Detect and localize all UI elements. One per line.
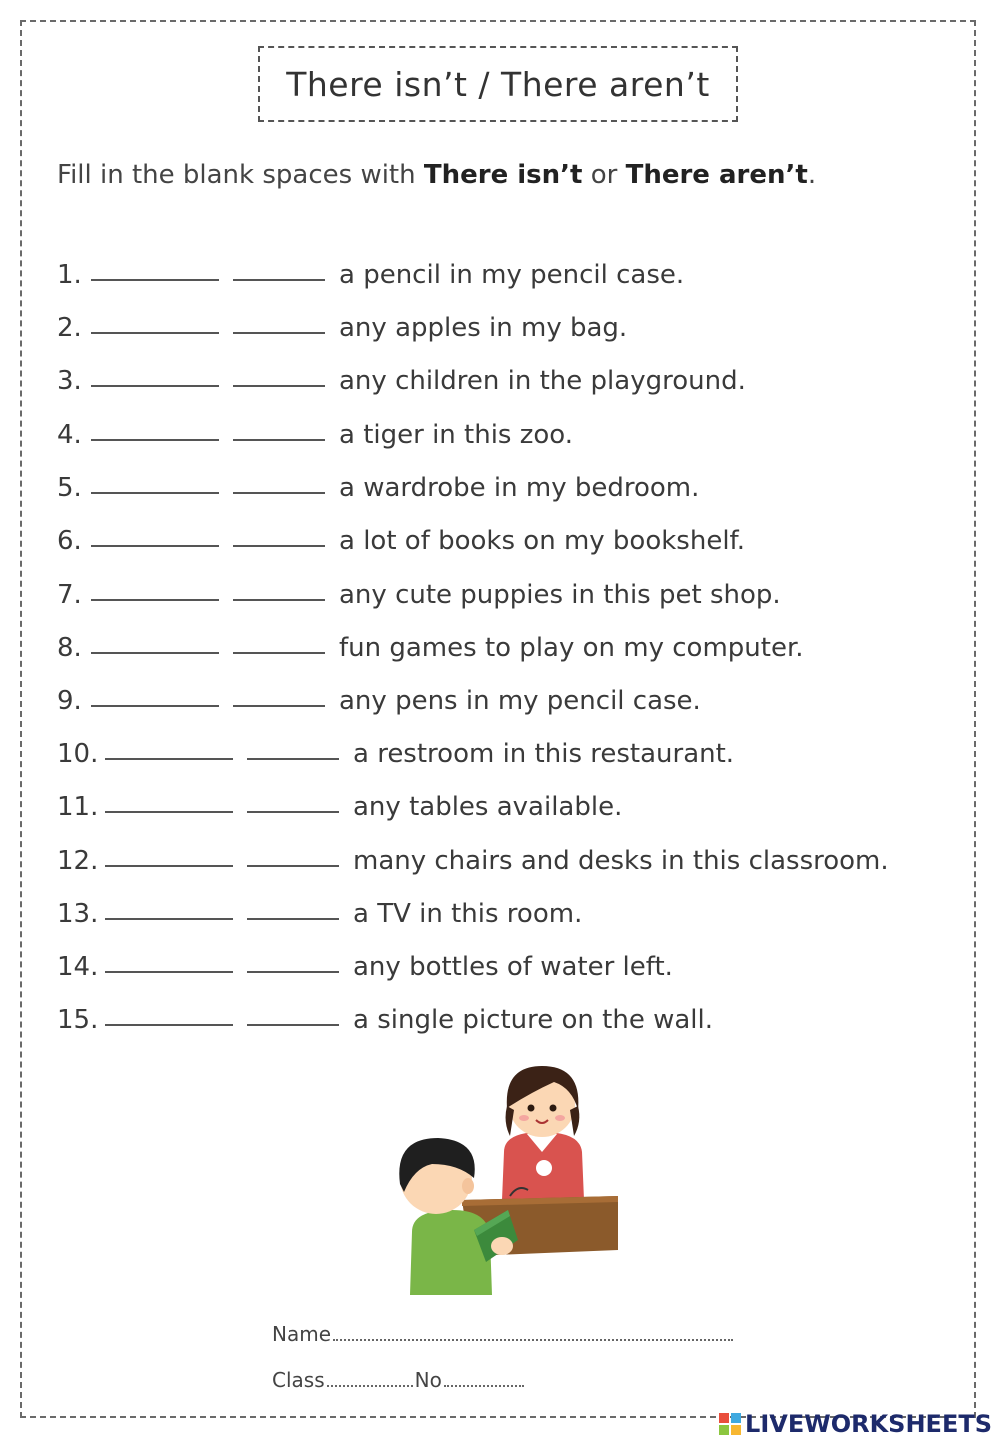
instructions-option-2: There aren’t <box>625 160 808 190</box>
exercise-text: any pens in my pencil case. <box>339 686 701 716</box>
answer-blank-2[interactable] <box>233 599 325 601</box>
answer-blank-1[interactable] <box>91 279 219 281</box>
exercise-text: a single picture on the wall. <box>353 1005 714 1035</box>
exercise-item <box>57 836 889 876</box>
answer-blank-1[interactable] <box>91 492 219 494</box>
exercise-text: a restroom in this restaurant. <box>353 739 735 769</box>
answer-blank-1[interactable] <box>105 918 233 920</box>
exercise-item <box>57 250 684 290</box>
exercise-number: 13. <box>57 899 99 929</box>
name-label: Name <box>272 1322 332 1346</box>
answer-blank-1[interactable] <box>91 439 219 441</box>
exercise-text: any children in the playground. <box>339 366 746 396</box>
answer-blank-1[interactable] <box>105 811 233 813</box>
answer-blank-2[interactable] <box>247 1024 339 1026</box>
instructions <box>57 160 816 190</box>
exercise-item <box>57 782 622 822</box>
answer-blank-2[interactable] <box>233 492 325 494</box>
exercise-text: many chairs and desks in this classroom. <box>353 846 889 876</box>
answer-blank-2[interactable] <box>233 279 325 281</box>
answer-blank-1[interactable] <box>105 865 233 867</box>
exercise-text: a tiger in this zoo. <box>339 420 574 450</box>
exercise-text: any tables available. <box>353 792 623 822</box>
exercise-text: any cute puppies in this pet shop. <box>339 580 781 610</box>
instructions-option-1: There isn’t <box>423 160 583 190</box>
answer-blank-1[interactable] <box>91 652 219 654</box>
exercise-number: 5. <box>57 473 82 503</box>
title-box <box>258 46 738 122</box>
exercise-number: 11. <box>57 792 99 822</box>
exercise-text: a lot of books on my bookshelf. <box>339 526 746 556</box>
children-at-desk-illustration <box>392 1060 622 1295</box>
exercise-number: 15. <box>57 1005 99 1035</box>
watermark-text: LIVEWORKSHEETS <box>745 1410 992 1438</box>
exercise-number: 2. <box>57 313 82 343</box>
exercise-number: 6. <box>57 526 82 556</box>
no-field[interactable] <box>444 1385 524 1387</box>
worksheet-title: There isn’t / There aren’t <box>286 64 710 104</box>
exercise-item <box>57 889 582 929</box>
answer-blank-1[interactable] <box>91 545 219 547</box>
answer-blank-1[interactable] <box>91 599 219 601</box>
answer-blank-1[interactable] <box>105 971 233 973</box>
no-label: No <box>414 1368 442 1392</box>
answer-blank-2[interactable] <box>233 652 325 654</box>
exercise-item <box>57 516 745 556</box>
exercise-number: 10. <box>57 739 99 769</box>
instructions-prefix: Fill in the blank spaces with <box>57 160 424 190</box>
exercise-number: 1. <box>57 260 82 290</box>
exercise-text: a TV in this room. <box>353 899 583 929</box>
instructions-mid: or <box>582 160 626 190</box>
answer-blank-2[interactable] <box>247 918 339 920</box>
exercise-item <box>57 410 573 450</box>
answer-blank-2[interactable] <box>247 971 339 973</box>
exercise-item <box>57 942 673 982</box>
name-line[interactable] <box>272 1322 735 1346</box>
answer-blank-2[interactable] <box>233 705 325 707</box>
exercise-text: a pencil in my pencil case. <box>339 260 685 290</box>
liveworksheets-watermark <box>719 1408 992 1440</box>
answer-blank-1[interactable] <box>91 385 219 387</box>
exercise-item <box>57 623 804 663</box>
exercise-item <box>57 463 699 503</box>
answer-blank-2[interactable] <box>233 439 325 441</box>
answer-blank-2[interactable] <box>247 758 339 760</box>
exercise-text: any apples in my bag. <box>339 313 628 343</box>
exercise-item <box>57 676 701 716</box>
class-label: Class <box>272 1368 325 1392</box>
exercise-number: 12. <box>57 846 99 876</box>
answer-blank-2[interactable] <box>247 865 339 867</box>
answer-blank-2[interactable] <box>247 811 339 813</box>
instructions-suffix: . <box>807 160 817 190</box>
exercise-item <box>57 995 713 1035</box>
class-field[interactable] <box>327 1385 413 1387</box>
exercise-text: fun games to play on my computer. <box>339 633 804 663</box>
answer-blank-2[interactable] <box>233 385 325 387</box>
name-field[interactable] <box>333 1339 733 1341</box>
answer-blank-1[interactable] <box>105 1024 233 1026</box>
exercise-number: 9. <box>57 686 82 716</box>
exercise-number: 7. <box>57 580 82 610</box>
exercise-number: 3. <box>57 366 82 396</box>
exercise-item <box>57 570 781 610</box>
answer-blank-2[interactable] <box>233 545 325 547</box>
answer-blank-1[interactable] <box>91 705 219 707</box>
answer-blank-1[interactable] <box>91 332 219 334</box>
class-no-line <box>272 1368 526 1392</box>
exercise-item <box>57 303 627 343</box>
exercise-item <box>57 356 746 396</box>
exercise-item <box>57 729 734 769</box>
exercise-text: any bottles of water left. <box>353 952 673 982</box>
answer-blank-1[interactable] <box>105 758 233 760</box>
boy-figure <box>399 1138 518 1295</box>
exercise-text: a wardrobe in my bedroom. <box>339 473 700 503</box>
exercise-number: 8. <box>57 633 82 663</box>
liveworksheets-logo-icon <box>719 1413 741 1435</box>
exercise-number: 4. <box>57 420 82 450</box>
exercise-number: 14. <box>57 952 99 982</box>
answer-blank-2[interactable] <box>233 332 325 334</box>
